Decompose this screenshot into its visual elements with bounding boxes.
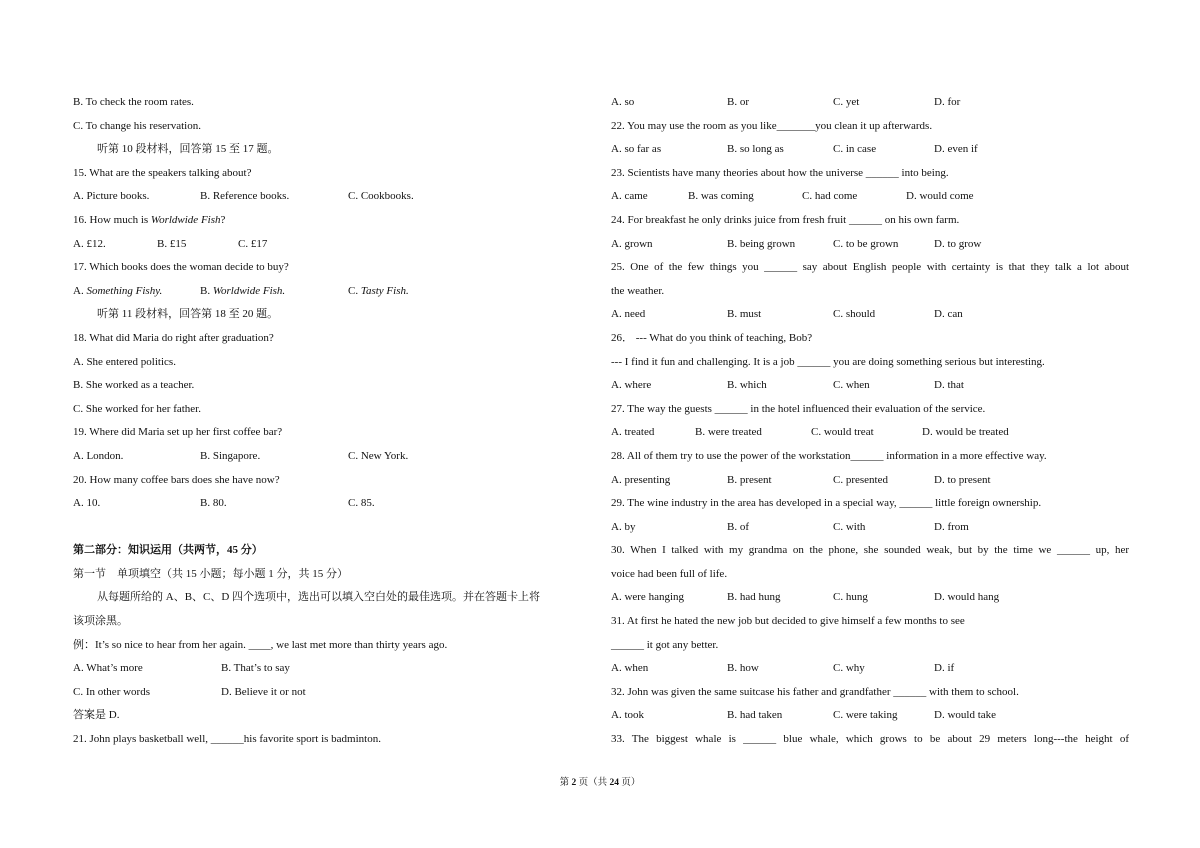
option-c: C. £17 [238,237,268,250]
option-letter: A. [73,284,87,297]
footer-text: 页（共 [576,778,610,788]
option-b: B. being grown [727,237,796,250]
question-30-line-1: 30. When I talked with my grandma on the phone, she sounded weak, but by the time we ______ up, her [611,544,1129,557]
page-number: 2 [571,778,577,788]
option-a [73,280,162,304]
option-c: C. hung [833,591,868,604]
option-line: C. She worked for her father. [73,402,201,415]
option-c: C. had come [802,190,858,203]
options-16 [73,233,593,257]
option-letter: B. [200,284,213,297]
options-31 [611,657,1129,681]
option-a: A. were hanging [611,591,685,604]
options-22 [611,138,1129,162]
options-19 [73,445,593,469]
options-21 [611,91,1129,115]
question-31-line-2: ______ it got any better. [611,638,719,651]
option-c: C. when [833,379,870,392]
part-heading: 第二部分：知识运用（共两节，45 分） [73,544,263,557]
book-title: Worldwide Fish [150,213,221,226]
option-c: C. New York. [348,449,409,462]
example-answer: 答案是 D. [73,709,120,722]
total-pages: 24 [609,778,619,788]
option-b: B. must [727,308,762,321]
listening-instruction: 听第 11 段材料，回答第 18 至 20 题。 [97,308,279,321]
option-b: B. were treated [695,426,762,439]
question-16 [73,209,593,233]
option-letter: C. [348,284,361,297]
question-15: 15. What are the speakers talking about? [73,166,252,179]
option-a: A. presenting [611,473,671,486]
option-d: D. would be treated [922,426,1009,439]
option-c: C. Cookbooks. [348,190,414,203]
book-title: Something Fishy. [86,284,163,297]
question-21: 21. John plays basketball well, ______his favorite sport is badminton. [73,733,381,746]
option-a: A. so far as [611,143,662,156]
option-c: C. were taking [833,709,898,722]
options-15 [73,185,593,209]
example-question: 例：It’s so nice to hear from her again. ____, we last met more than thirty years ago. [73,638,448,651]
option-d: D. to present [934,473,991,486]
instruction-line-2: 该项涂黑。 [73,615,128,628]
option-c: C. should [833,308,876,321]
options-25 [611,303,1129,327]
option-d: D. Believe it or not [221,685,306,698]
question-31-line-1: 31. At first he hated the new job but decided to give himself a few months to see [611,615,965,628]
option-a: A. What’s more [73,662,143,675]
option-b: B. had hung [727,591,781,604]
options-20 [73,492,593,516]
question-25-line-1: 25. One of the few things you ______ say about English people with certainty is that they talk a lot about [611,261,1129,274]
option-b: B. of [727,520,749,533]
options-28 [611,469,1129,493]
question-text: 16. How much is [73,213,151,226]
question-25-line-2: the weather. [611,284,665,297]
section-heading: 第一节 单项填空（共 15 小题；每小题 1 分，共 15 分） [73,567,348,580]
footer-text: 页） [619,778,641,788]
option-a: A. £12. [73,237,106,250]
question-23: 23. Scientists have many theories about how the universe ______ into being. [611,166,949,179]
option-c: C. In other words [73,685,150,698]
option-b: B. was coming [688,190,754,203]
question-32: 32. John was given the same suitcase his father and grandfather ______ with them to school. [611,685,1019,698]
option-c: C. 85. [348,497,375,510]
option-b: B. Reference books. [200,190,290,203]
right-column [611,91,1129,752]
footer-text: 第 [559,778,572,788]
option-b [200,280,285,304]
option-b: B. present [727,473,772,486]
option-a: A. when [611,662,649,675]
question-20: 20. How many coffee bars does she have now? [73,473,280,486]
option-d: D. would take [934,709,997,722]
options-24 [611,233,1129,257]
option-a: A. 10. [73,497,101,510]
option-d: D. can [934,308,963,321]
question-24: 24. For breakfast he only drinks juice from fresh fruit ______ on his own farm. [611,213,960,226]
option-b: B. had taken [727,709,783,722]
option-b: B. 80. [200,497,227,510]
listening-instruction: 听第 10 段材料，回答第 15 至 17 题。 [97,143,279,156]
example-options-1 [73,657,593,681]
question-26-line-1: 26． --- What do you think of teaching, Bob? [611,331,813,344]
question-17: 17. Which books does the woman decide to buy? [73,261,289,274]
option-d: D. for [934,96,961,108]
option-b: B. £15 [157,237,187,250]
option-line: C. To change his reservation. [73,119,201,132]
option-b: B. how [727,662,759,675]
option-d: D. would hang [934,591,1000,604]
option-c: C. with [833,520,866,533]
option-a: A. treated [611,426,655,439]
options-23 [611,185,1129,209]
options-29 [611,516,1129,540]
option-line: A. She entered politics. [73,355,176,368]
option-d: D. that [934,379,964,392]
page-footer [0,774,1200,788]
option-d: D. would come [906,190,974,203]
options-32 [611,704,1129,728]
option-a: A. Picture books. [73,190,150,203]
option-c: C. yet [833,96,860,108]
option-line: B. To check the room rates. [73,96,194,108]
option-a: A. so [611,96,635,108]
option-a: A. by [611,520,636,533]
instruction-line-1: 从每题所给的 A、B、C、D 四个选项中，选出可以填入空白处的最佳选项。并在答题卡上将 [97,591,541,604]
option-d: D. if [934,662,955,675]
option-b: B. or [727,96,749,108]
option-a: A. London. [73,449,124,462]
option-c [348,280,409,304]
option-b: B. which [727,379,767,392]
question-33-line-1: 33. The biggest whale is ______ blue whale, which grows to be about 29 meters long---the height of [611,733,1129,746]
question-22: 22. You may use the room as you like_______you clean it up afterwards. [611,119,933,132]
question-26-line-2: --- I find it fun and challenging. It is a job ______ you are doing something serious but interesting. [611,355,1045,368]
option-c: C. to be grown [833,237,899,250]
question-19: 19. Where did Maria set up her first coffee bar? [73,426,283,439]
left-column [73,91,593,752]
option-c: C. presented [833,473,888,486]
option-c: C. why [833,662,865,675]
book-title: Worldwide Fish. [212,284,286,297]
question-27: 27. The way the guests ______ in the hotel influenced their evaluation of the service. [611,402,986,415]
option-a: A. took [611,709,644,722]
question-30-line-2: voice had been full of life. [611,567,728,580]
options-30 [611,586,1129,610]
option-a: A. need [611,308,646,321]
option-d: D. to grow [934,237,982,250]
question-28: 28. All of them try to use the power of the workstation______ information in a more effective way. [611,449,1047,462]
question-29: 29. The wine industry in the area has developed in a special way, ______ little foreign ownership. [611,497,1042,510]
option-b: B. so long as [727,143,784,156]
question-18: 18. What did Maria do right after graduation? [73,331,274,344]
options-27 [611,421,1129,445]
option-b: B. That’s to say [221,662,290,675]
option-a: A. came [611,190,648,203]
option-c: C. would treat [811,426,874,439]
option-a: A. where [611,379,652,392]
example-options-2 [73,681,593,705]
option-c: C. in case [833,143,877,156]
option-b: B. Singapore. [200,449,261,462]
option-d: D. even if [934,143,978,156]
options-17 [73,280,593,304]
option-a: A. grown [611,237,653,250]
book-title: Tasty Fish. [360,284,409,297]
question-mark: ? [220,213,226,226]
option-line: B. She worked as a teacher. [73,379,195,392]
option-d: D. from [934,520,969,533]
options-26 [611,374,1129,398]
